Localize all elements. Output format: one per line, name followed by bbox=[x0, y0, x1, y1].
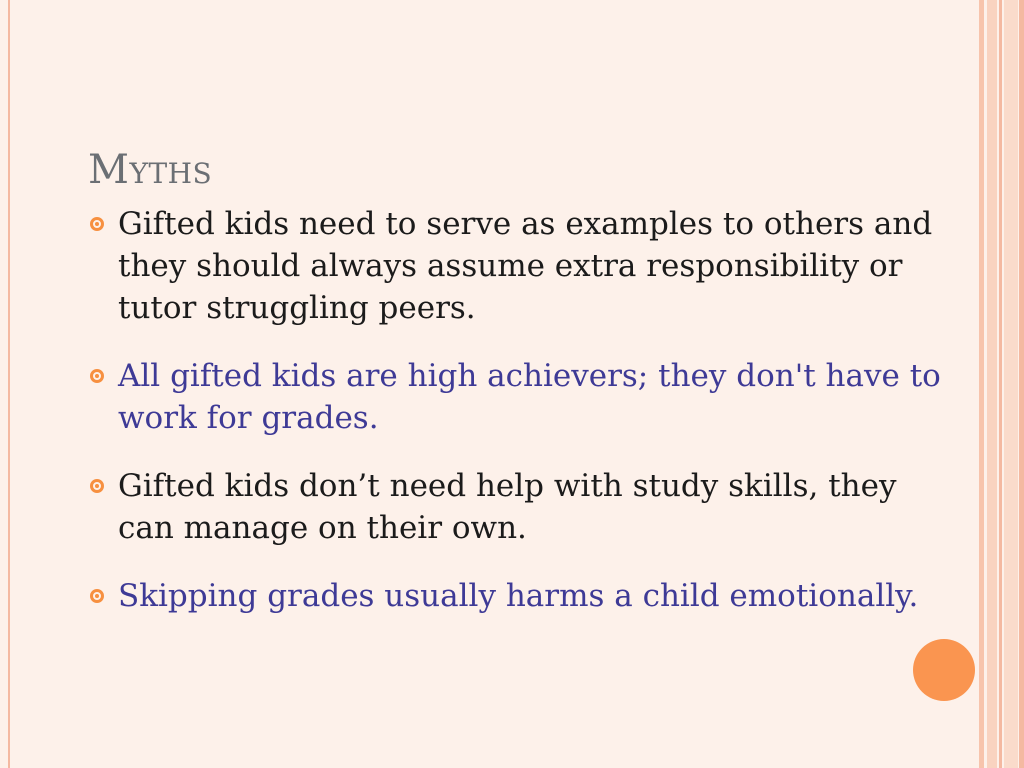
bullet-text: Skipping grades usually harms a child emotionally. bbox=[118, 578, 919, 614]
right-stripe bbox=[987, 0, 997, 768]
slide-title: Myths bbox=[88, 147, 213, 193]
ring-bullet-icon bbox=[90, 369, 104, 383]
bullet-list bbox=[88, 203, 948, 643]
right-stripe bbox=[1004, 0, 1018, 768]
bullet-text: Gifted kids need to serve as examples to others and they should always assume extra responsibility or tutor struggling peers. bbox=[118, 206, 933, 326]
ring-bullet-icon bbox=[90, 589, 104, 603]
right-stripe bbox=[999, 0, 1002, 768]
bullet-text: Gifted kids don’t need help with study skills, they can manage on their own. bbox=[118, 468, 897, 546]
left-border-line bbox=[8, 0, 10, 768]
ring-bullet-icon bbox=[90, 479, 104, 493]
right-stripe bbox=[979, 0, 984, 768]
bullet-item bbox=[88, 465, 948, 549]
bullet-item bbox=[88, 203, 948, 329]
decorative-orange-circle bbox=[913, 639, 975, 701]
bullet-text: All gifted kids are high achievers; they don't have to work for grades. bbox=[118, 358, 941, 436]
bullet-item bbox=[88, 355, 948, 439]
bullet-item bbox=[88, 575, 948, 617]
right-stripe bbox=[1019, 0, 1024, 768]
ring-bullet-icon bbox=[90, 217, 104, 231]
